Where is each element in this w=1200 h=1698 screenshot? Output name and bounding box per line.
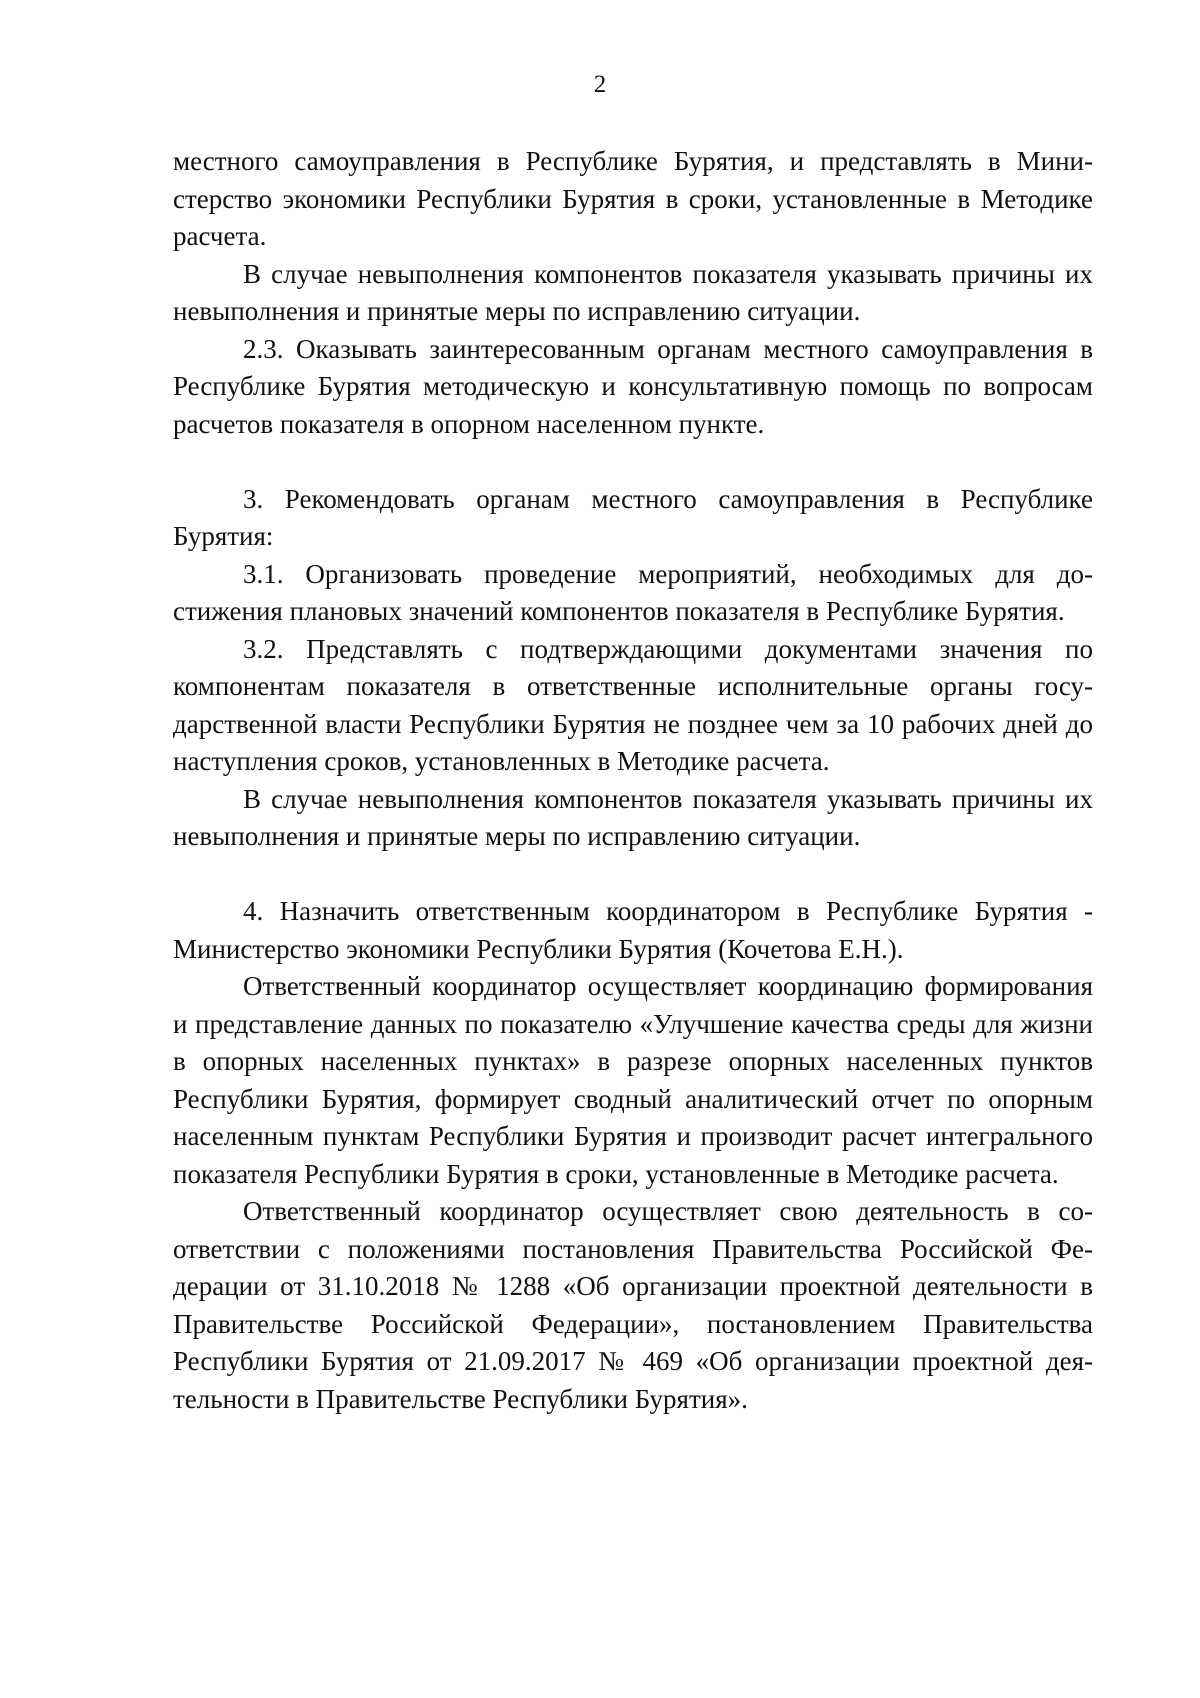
paragraph-3-1: 3.1. Организовать проведение мероприятий, необходимых для достижения плановых значений компонентов показателя в Республике Бурятия. [173, 558, 1093, 626]
document-body [173, 143, 1093, 1418]
paragraph-3-2: 3.2. Представлять с подтверждающими документами значения по компонентам показателя в ответственные исполнительные органы государственной власти Республики Бурятия не позднее чем за 10 рабочих дней до наступления сроков, установленных в Методике расчета. [173, 633, 1093, 776]
paragraph-4: 4. Назначить ответственным координатором в Республике Бурятия - Министерство экономики Республики Бурятия (Кочетова Е.Н.). [173, 896, 1093, 964]
paragraph-2-2-continuation: местного самоуправления в Республике Бурятия, и представлять в Министерство экономики Республики Бурятия в сроки, установленные в Методике расчета. [173, 146, 1093, 251]
paragraph-2-2-note: В случае невыполнения компонентов показателя указывать причины их невыполнения и принятые меры по исправлению ситуации. [173, 258, 1093, 326]
paragraph-4-coordinator-basis: Ответственный координатор осуществляет свою деятельность в соответствии с положениями постановления Правительства Российской Федерации от 31.10.2018 № 1288 «Об организации проектной деятельности в Правительстве Российской Федерации», постановлением Правительства Республики Бурятия от 21.09.2017 № 469 «Об организации проектной деятельности в Правительстве Республики Бурятия». [173, 1196, 1093, 1414]
paragraph-4-coordinator-duties: Ответственный координатор осуществляет координацию формирования и представление данных по показателю «Улучшение качества среды для жизни в опорных населенных пунктах» в разрезе опорных населенных пунктов Республики Бурятия, формирует сводный аналитический отчет по опорным населенным пунктам Республики Бурятия и производит расчет интегрального показателя Республики Бурятия в сроки, установленные в Методике расчета. [173, 971, 1093, 1189]
paragraph-2-3: 2.3. Оказывать заинтересованным органам местного самоуправления в Республике Бурятия методическую и консультативную помощь по вопросам расчетов показателя в опорном населенном пункте. [173, 333, 1093, 439]
paragraph-3-2-note: В случае невыполнения компонентов показателя указывать причины их невыполнения и принятые меры по исправлению ситуации. [173, 783, 1093, 851]
page-number: 2 [593, 71, 607, 98]
paragraph-3: 3. Рекомендовать органам местного самоуправления в Республике Бурятия: [173, 483, 1093, 551]
